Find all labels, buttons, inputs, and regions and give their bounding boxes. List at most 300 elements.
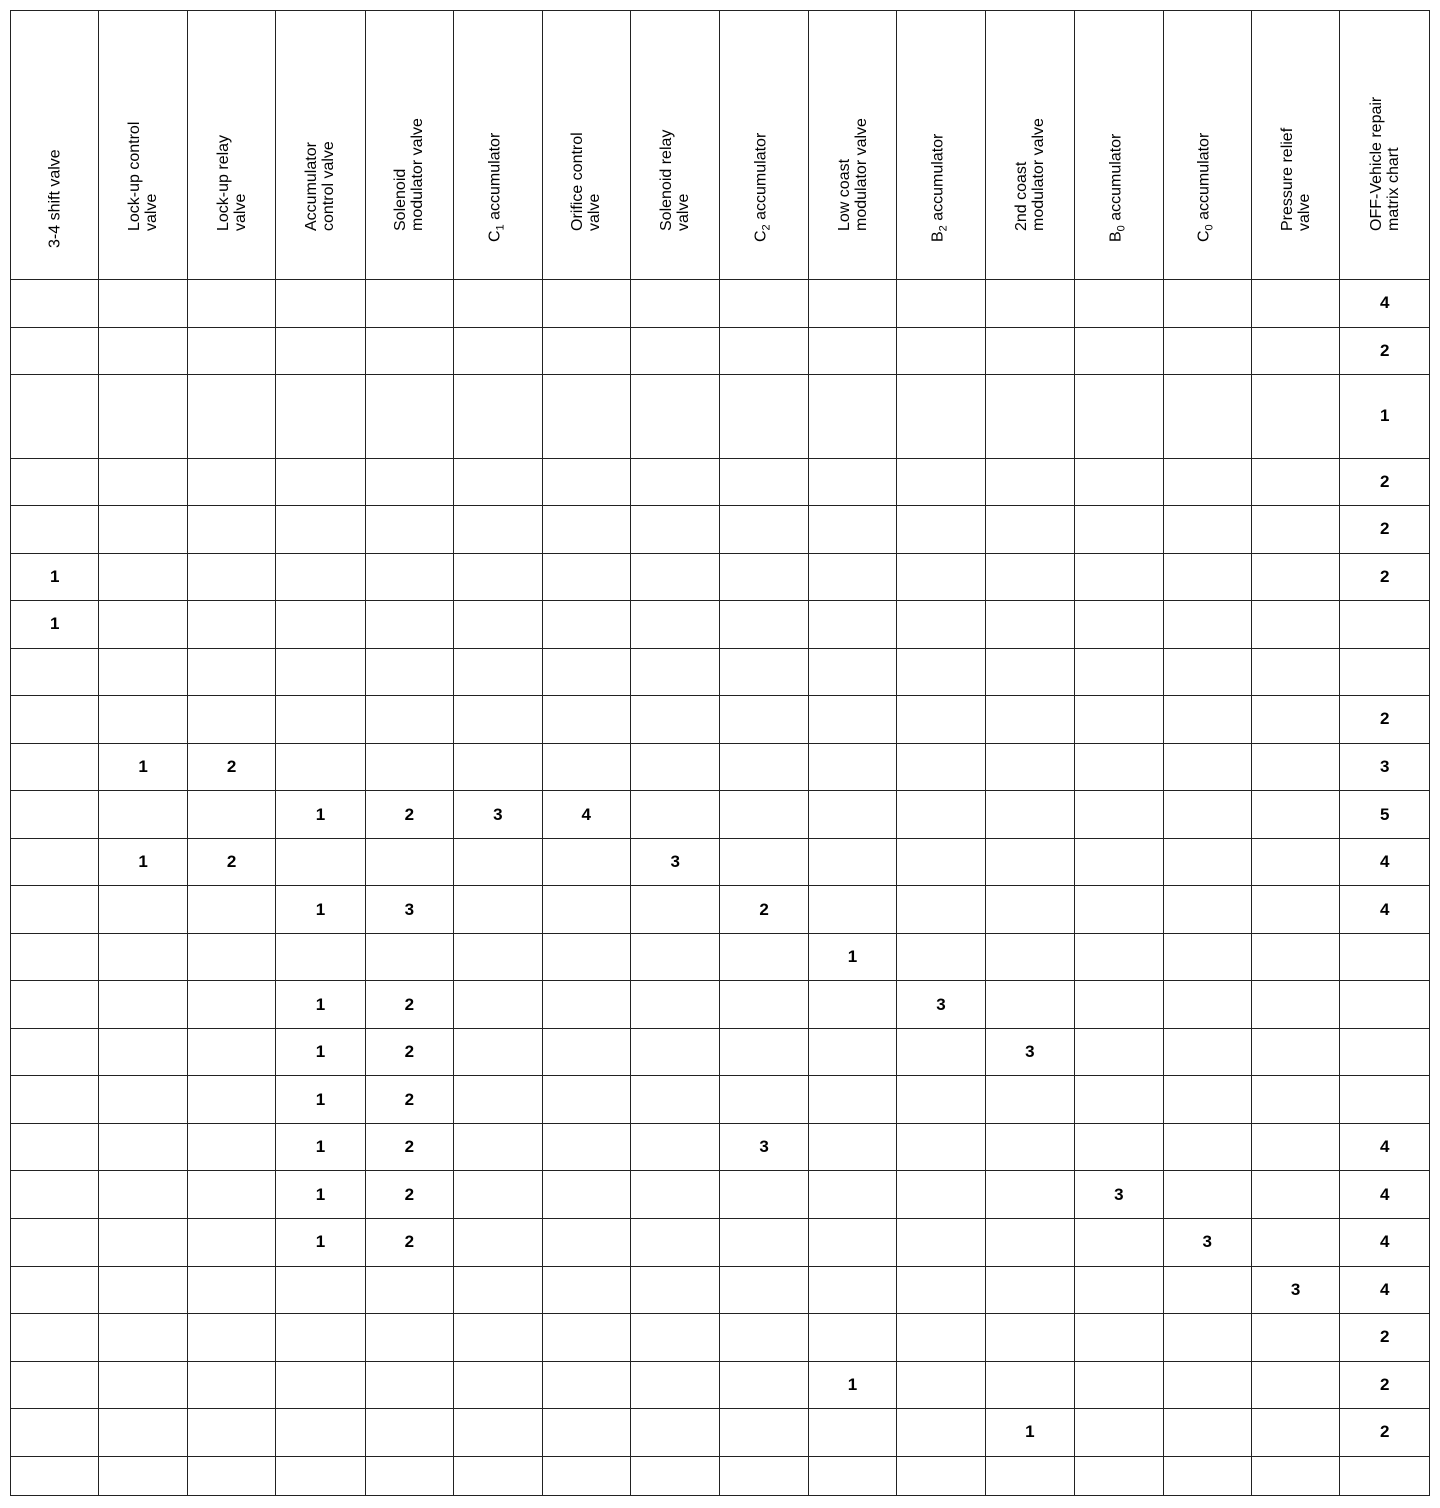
table-cell xyxy=(187,1456,275,1495)
table-cell xyxy=(542,1219,630,1267)
table-cell xyxy=(542,1028,630,1076)
table-cell xyxy=(630,886,719,934)
table-cell: 1 xyxy=(276,886,365,934)
table-cell xyxy=(720,601,808,649)
table-cell xyxy=(1340,648,1430,696)
table-cell xyxy=(985,1171,1074,1219)
table-cell xyxy=(630,1171,719,1219)
table-cell xyxy=(187,280,275,328)
table-cell xyxy=(897,458,985,506)
table-cell xyxy=(1251,375,1339,458)
table-cell xyxy=(99,696,187,744)
table-cell xyxy=(630,1076,719,1124)
table-cell xyxy=(808,1409,896,1457)
table-cell xyxy=(1251,1076,1339,1124)
table-cell xyxy=(897,1123,985,1171)
table-row xyxy=(11,1266,1430,1314)
table-cell xyxy=(630,1314,719,1362)
table-cell xyxy=(99,1219,187,1267)
table-cell xyxy=(454,648,542,696)
table-cell: 1 xyxy=(276,981,365,1029)
table-cell xyxy=(187,696,275,744)
table-cell xyxy=(542,1076,630,1124)
table-cell: 2 xyxy=(187,838,275,886)
table-cell xyxy=(630,280,719,328)
table-cell xyxy=(1340,601,1430,649)
table-cell xyxy=(99,1076,187,1124)
table-cell xyxy=(808,601,896,649)
table-cell xyxy=(187,981,275,1029)
table-cell xyxy=(1251,696,1339,744)
table-cell xyxy=(454,1219,542,1267)
table-cell xyxy=(11,375,99,458)
table-row xyxy=(11,375,1430,458)
table-cell: 3 xyxy=(897,981,985,1029)
table-cell xyxy=(985,1314,1074,1362)
table-cell xyxy=(897,1076,985,1124)
table-cell xyxy=(11,1219,99,1267)
table-cell xyxy=(99,981,187,1029)
table-cell xyxy=(1340,981,1430,1029)
table-cell xyxy=(365,553,453,601)
table-cell xyxy=(99,933,187,981)
table-cell xyxy=(630,458,719,506)
table-cell xyxy=(985,743,1074,791)
table-cell xyxy=(1251,1456,1339,1495)
table-cell: 2 xyxy=(365,791,453,839)
table-cell xyxy=(542,1314,630,1362)
table-cell xyxy=(1163,553,1251,601)
table-row xyxy=(11,458,1430,506)
table-cell xyxy=(808,743,896,791)
table-cell xyxy=(365,743,453,791)
table-cell xyxy=(99,1123,187,1171)
col-header-label: $B_0$ accumulator xyxy=(1107,133,1128,242)
table-cell xyxy=(897,743,985,791)
table-cell xyxy=(276,1409,365,1457)
table-cell: 3 xyxy=(985,1028,1074,1076)
table-row xyxy=(11,648,1430,696)
table-cell xyxy=(985,375,1074,458)
table-cell xyxy=(985,280,1074,328)
table-cell: 1 xyxy=(11,601,99,649)
table-cell xyxy=(454,933,542,981)
table-cell xyxy=(1075,375,1163,458)
table-cell xyxy=(542,1171,630,1219)
table-cell xyxy=(542,327,630,375)
col-header xyxy=(897,11,985,280)
table-cell xyxy=(276,743,365,791)
table-cell xyxy=(99,327,187,375)
table-cell xyxy=(897,1171,985,1219)
table-cell xyxy=(1075,648,1163,696)
table-cell xyxy=(365,933,453,981)
table-cell xyxy=(11,1123,99,1171)
table-cell xyxy=(99,791,187,839)
table-cell xyxy=(1163,981,1251,1029)
col-header-label: Orifice control valve xyxy=(569,132,604,231)
table-row xyxy=(11,280,1430,328)
table-cell xyxy=(365,458,453,506)
table-cell xyxy=(1075,696,1163,744)
table-cell xyxy=(630,601,719,649)
table-cell xyxy=(187,791,275,839)
table-cell xyxy=(985,553,1074,601)
table-cell: 4 xyxy=(1340,1171,1430,1219)
table-cell xyxy=(454,1456,542,1495)
table-cell xyxy=(11,1314,99,1362)
table-cell: 1 xyxy=(276,1028,365,1076)
table-cell xyxy=(542,933,630,981)
col-header-label: Solenoid modulator valve xyxy=(392,118,427,231)
table-cell xyxy=(11,981,99,1029)
table-cell xyxy=(720,791,808,839)
col-header-label: $C_0$ accumulator xyxy=(1195,132,1216,242)
table-cell xyxy=(897,327,985,375)
table-cell xyxy=(985,886,1074,934)
table-cell xyxy=(1075,1219,1163,1267)
table-cell xyxy=(630,743,719,791)
table-cell xyxy=(1075,791,1163,839)
table-cell xyxy=(542,280,630,328)
table-cell xyxy=(720,458,808,506)
table-cell: 2 xyxy=(1340,696,1430,744)
table-cell xyxy=(11,1076,99,1124)
table-cell xyxy=(11,506,99,554)
table-row xyxy=(11,553,1430,601)
table-cell xyxy=(1251,933,1339,981)
table-cell xyxy=(454,743,542,791)
table-cell xyxy=(1075,886,1163,934)
table-cell xyxy=(99,1409,187,1457)
table-cell xyxy=(99,553,187,601)
table-cell xyxy=(454,375,542,458)
table-cell xyxy=(630,1266,719,1314)
table-cell xyxy=(365,1361,453,1409)
table-cell xyxy=(720,1314,808,1362)
table-cell xyxy=(1075,1028,1163,1076)
table-cell xyxy=(542,1409,630,1457)
table-cell xyxy=(11,1171,99,1219)
table-cell xyxy=(808,838,896,886)
table-cell xyxy=(720,743,808,791)
table-cell xyxy=(276,506,365,554)
table-cell xyxy=(1075,743,1163,791)
table-cell xyxy=(365,838,453,886)
table-cell xyxy=(720,1409,808,1457)
table-cell xyxy=(630,553,719,601)
table-cell xyxy=(454,1028,542,1076)
table-cell xyxy=(1163,280,1251,328)
table-cell xyxy=(985,838,1074,886)
table-cell xyxy=(187,458,275,506)
table-cell xyxy=(985,1361,1074,1409)
col-header-label: Lock-up relay valve xyxy=(214,134,249,231)
table-cell: 3 xyxy=(1251,1266,1339,1314)
table-cell xyxy=(630,1361,719,1409)
table-cell: 3 xyxy=(720,1123,808,1171)
table-cell: 4 xyxy=(1340,886,1430,934)
table-cell: 2 xyxy=(1340,1314,1430,1362)
table-cell xyxy=(1251,553,1339,601)
table-cell xyxy=(11,791,99,839)
table-cell xyxy=(897,1314,985,1362)
table-cell xyxy=(1075,1409,1163,1457)
table-cell xyxy=(720,1076,808,1124)
table-cell xyxy=(630,1028,719,1076)
table-row xyxy=(11,1123,1430,1171)
table-cell xyxy=(276,327,365,375)
table-cell xyxy=(187,1076,275,1124)
table-cell xyxy=(897,696,985,744)
table-cell xyxy=(897,886,985,934)
table-cell xyxy=(11,280,99,328)
table-cell xyxy=(11,327,99,375)
table-cell: 2 xyxy=(720,886,808,934)
table-cell xyxy=(897,1409,985,1457)
table-cell: 2 xyxy=(1340,506,1430,554)
table-cell xyxy=(808,1171,896,1219)
table-cell xyxy=(276,553,365,601)
table-cell xyxy=(1163,1409,1251,1457)
table-cell xyxy=(1163,327,1251,375)
table-cell: 2 xyxy=(187,743,275,791)
table-cell xyxy=(187,1361,275,1409)
table-cell xyxy=(720,648,808,696)
col-header xyxy=(1075,11,1163,280)
table-cell: 4 xyxy=(542,791,630,839)
table-cell: 4 xyxy=(1340,838,1430,886)
table-cell xyxy=(454,1314,542,1362)
table-cell xyxy=(808,458,896,506)
table-cell xyxy=(542,1123,630,1171)
table-cell: 2 xyxy=(365,1028,453,1076)
table-cell: 2 xyxy=(365,981,453,1029)
header-row xyxy=(11,11,1430,280)
table-cell xyxy=(720,506,808,554)
table-cell: 4 xyxy=(1340,1266,1430,1314)
table-cell xyxy=(720,1219,808,1267)
table-cell xyxy=(454,553,542,601)
table-row xyxy=(11,743,1430,791)
table-cell: 2 xyxy=(365,1076,453,1124)
col-header-label: 3-4 shift valve xyxy=(46,149,64,248)
table-cell xyxy=(897,280,985,328)
table-row xyxy=(11,1456,1430,1495)
table-cell xyxy=(365,1409,453,1457)
table-cell xyxy=(276,933,365,981)
table-cell xyxy=(1163,1266,1251,1314)
table-cell xyxy=(1075,933,1163,981)
table-cell xyxy=(1075,506,1163,554)
table-cell xyxy=(454,1123,542,1171)
table-cell xyxy=(808,1219,896,1267)
table-cell xyxy=(897,648,985,696)
table-cell xyxy=(808,696,896,744)
table-cell: 2 xyxy=(1340,553,1430,601)
table-cell xyxy=(630,648,719,696)
table-cell xyxy=(720,981,808,1029)
table-cell: 2 xyxy=(1340,327,1430,375)
col-header xyxy=(276,11,365,280)
table-cell xyxy=(1251,601,1339,649)
table-cell xyxy=(808,981,896,1029)
col-header xyxy=(720,11,808,280)
table-cell xyxy=(808,791,896,839)
table-cell xyxy=(630,375,719,458)
table-cell xyxy=(985,981,1074,1029)
table-row xyxy=(11,1219,1430,1267)
table-cell xyxy=(897,1219,985,1267)
table-cell xyxy=(630,1456,719,1495)
table-cell xyxy=(630,1123,719,1171)
table-cell xyxy=(630,696,719,744)
col-header-label: $C_2$ accumulator xyxy=(752,132,773,242)
table-cell xyxy=(1075,327,1163,375)
table-row xyxy=(11,696,1430,744)
col-header xyxy=(1251,11,1339,280)
table-cell xyxy=(897,933,985,981)
table-cell xyxy=(1163,838,1251,886)
table-cell xyxy=(985,791,1074,839)
table-cell xyxy=(1340,1028,1430,1076)
table-cell: 1 xyxy=(985,1409,1074,1457)
table-cell xyxy=(542,886,630,934)
table-cell xyxy=(630,327,719,375)
table-cell: 4 xyxy=(1340,1219,1430,1267)
table-cell xyxy=(454,280,542,328)
table-cell: 3 xyxy=(630,838,719,886)
col-header xyxy=(542,11,630,280)
table-cell xyxy=(1075,981,1163,1029)
table-cell xyxy=(897,838,985,886)
table-cell: 2 xyxy=(1340,1361,1430,1409)
table-cell xyxy=(1163,458,1251,506)
table-cell xyxy=(985,1076,1074,1124)
table-cell xyxy=(985,458,1074,506)
col-header xyxy=(99,11,187,280)
table-row xyxy=(11,886,1430,934)
table-cell xyxy=(276,838,365,886)
table-cell xyxy=(542,743,630,791)
table-cell xyxy=(1163,1028,1251,1076)
col-header-label: Lock-up control valve xyxy=(126,121,161,231)
table-cell xyxy=(187,1123,275,1171)
table-cell xyxy=(11,933,99,981)
table-cell xyxy=(276,458,365,506)
table-cell xyxy=(11,1456,99,1495)
col-header xyxy=(1163,11,1251,280)
table-cell: 1 xyxy=(276,1076,365,1124)
col-header-label: Pressure relief valve xyxy=(1278,127,1313,231)
table-cell xyxy=(897,1361,985,1409)
table-cell xyxy=(985,601,1074,649)
table-cell xyxy=(985,1456,1074,1495)
table-cell xyxy=(1251,327,1339,375)
table-cell xyxy=(1340,933,1430,981)
table-cell xyxy=(542,1456,630,1495)
table-cell xyxy=(276,280,365,328)
table-cell xyxy=(99,1028,187,1076)
table-cell xyxy=(985,1123,1074,1171)
col-header xyxy=(11,11,99,280)
table-cell xyxy=(897,553,985,601)
table-cell xyxy=(454,506,542,554)
table-cell xyxy=(11,886,99,934)
table-row xyxy=(11,981,1430,1029)
col-header-label: Accumulator control valve xyxy=(303,141,338,231)
table-cell xyxy=(11,838,99,886)
table-cell xyxy=(808,1123,896,1171)
table-cell xyxy=(276,375,365,458)
table-cell xyxy=(454,981,542,1029)
col-header-label: Low coast modulator valve xyxy=(835,118,870,231)
table-cell xyxy=(187,327,275,375)
table-row xyxy=(11,791,1430,839)
table-cell xyxy=(985,1219,1074,1267)
table-cell xyxy=(276,648,365,696)
table-cell xyxy=(808,1076,896,1124)
table-row xyxy=(11,933,1430,981)
table-cell xyxy=(1075,1314,1163,1362)
table-row xyxy=(11,1076,1430,1124)
table-cell xyxy=(187,1028,275,1076)
table-cell xyxy=(1163,1361,1251,1409)
table-cell xyxy=(897,601,985,649)
table-cell xyxy=(1163,886,1251,934)
table-cell xyxy=(1075,1266,1163,1314)
table-cell xyxy=(1251,648,1339,696)
table-cell xyxy=(542,601,630,649)
table-cell xyxy=(454,458,542,506)
table-cell xyxy=(11,1266,99,1314)
table-cell xyxy=(99,1361,187,1409)
table-cell: 4 xyxy=(1340,280,1430,328)
col-header xyxy=(454,11,542,280)
col-header xyxy=(985,11,1074,280)
table-cell xyxy=(1251,1123,1339,1171)
table-cell: 2 xyxy=(365,1171,453,1219)
table-cell xyxy=(542,553,630,601)
table-cell xyxy=(897,1456,985,1495)
table-cell xyxy=(1163,933,1251,981)
col-header-label: $C_1$ accumulator xyxy=(486,132,507,242)
col-header-label: Solenoid relay valve xyxy=(658,129,693,231)
table-cell: 3 xyxy=(454,791,542,839)
table-cell xyxy=(720,838,808,886)
table-row xyxy=(11,1361,1430,1409)
table-cell xyxy=(187,1409,275,1457)
col-header-label: OFF-Vehicle repair matrix chart xyxy=(1367,96,1402,231)
table-cell xyxy=(897,1028,985,1076)
table-cell xyxy=(365,601,453,649)
table-cell: 1 xyxy=(276,1171,365,1219)
table-cell xyxy=(99,280,187,328)
table-cell xyxy=(99,601,187,649)
table-cell xyxy=(542,1266,630,1314)
table-cell xyxy=(1163,1123,1251,1171)
table-cell xyxy=(1251,1219,1339,1267)
table-cell xyxy=(99,1456,187,1495)
table-cell xyxy=(187,506,275,554)
table-cell xyxy=(808,1314,896,1362)
table-cell: 3 xyxy=(1075,1171,1163,1219)
matrix-body xyxy=(11,280,1430,1496)
col-header xyxy=(365,11,453,280)
table-cell xyxy=(454,1171,542,1219)
table-cell xyxy=(454,1266,542,1314)
table-cell xyxy=(542,838,630,886)
